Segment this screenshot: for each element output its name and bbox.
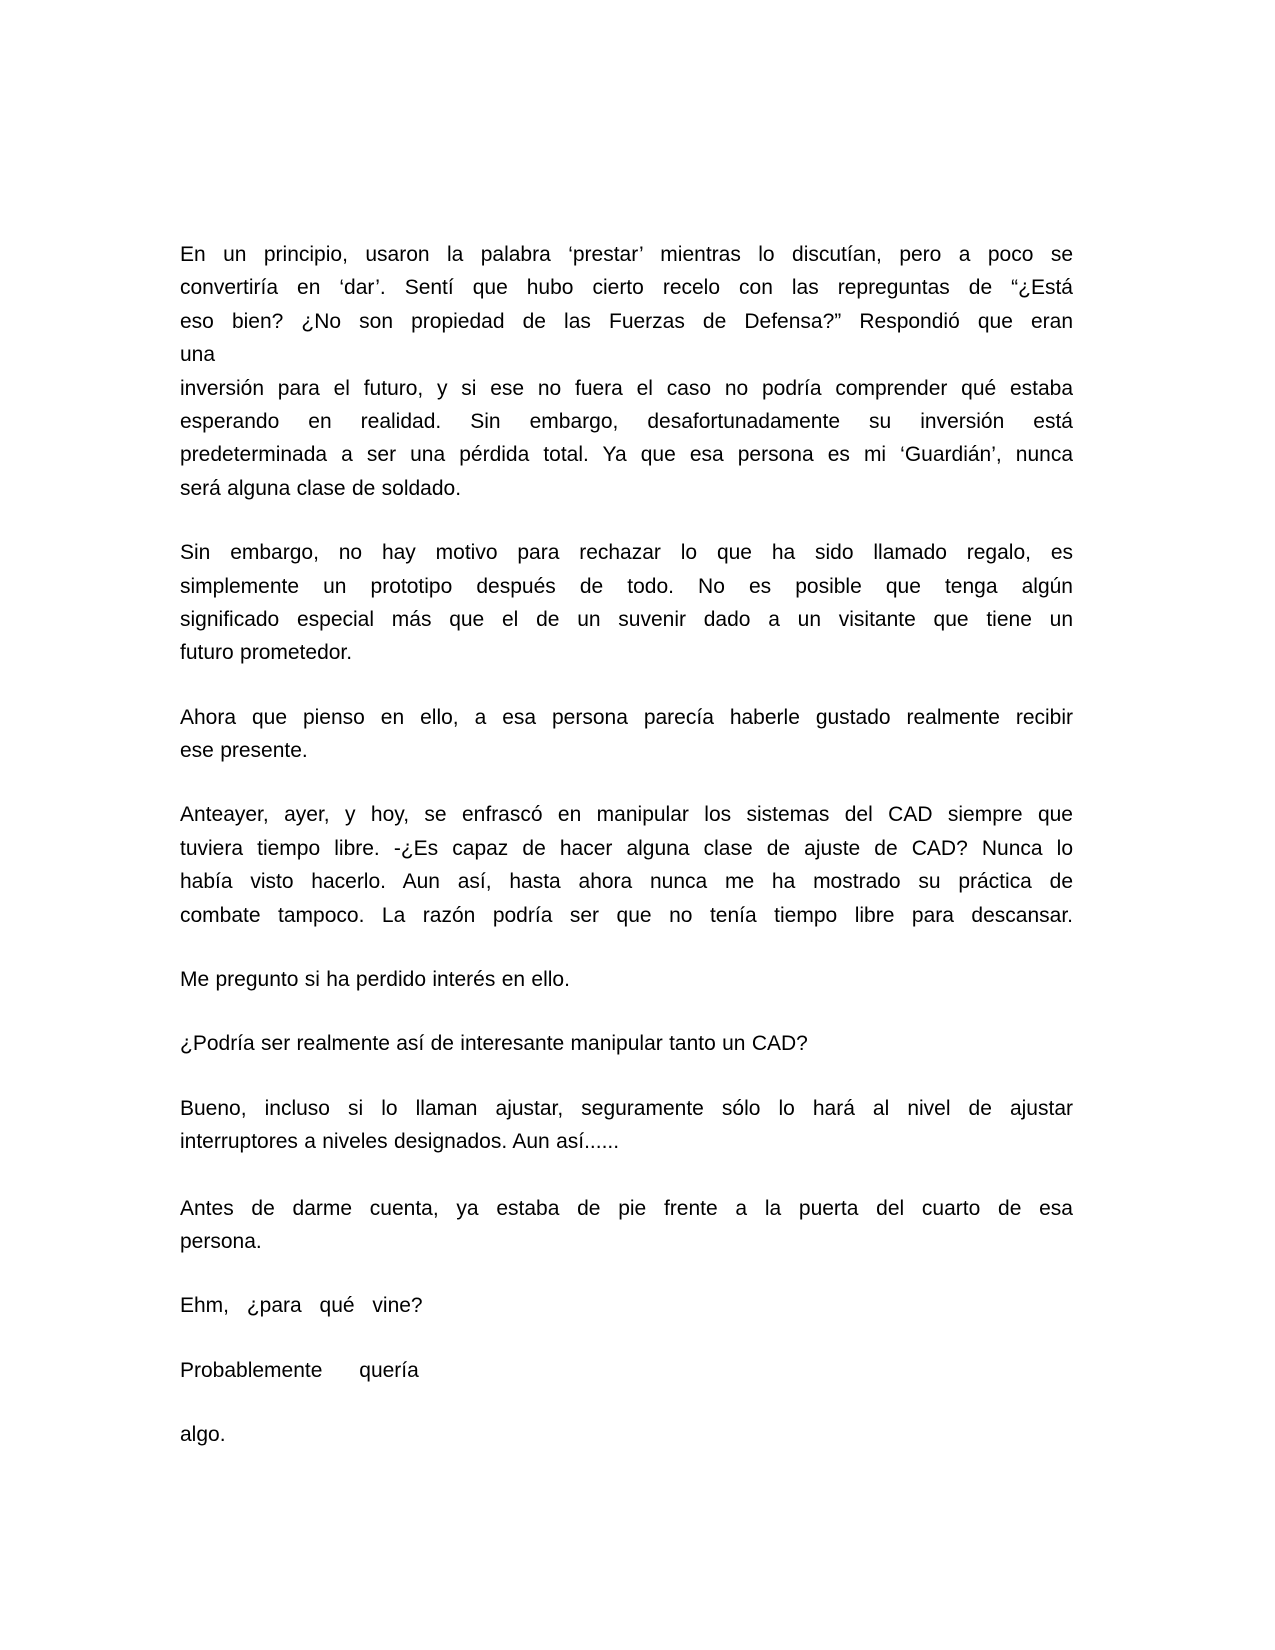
text-line: una bbox=[180, 343, 216, 367]
text-line: Ahora que pienso en ello, a esa persona parecía haberle gustado realmente recibir bbox=[180, 705, 1073, 729]
text-line: Probablemente quería bbox=[180, 1358, 419, 1382]
text-line: Bueno, incluso si lo llaman ajustar, seguramente sólo lo hará al nivel de ajustar bbox=[180, 1096, 1073, 1120]
paragraph bbox=[180, 963, 1073, 996]
text-line: inversión para el futuro, y si ese no fuera el caso no podría comprender qué estaba bbox=[180, 376, 1073, 400]
text-line: eso bien? ¿No son propiedad de las Fuerzas de Defensa?” Respondió que eran bbox=[180, 309, 1073, 333]
paragraph bbox=[180, 1354, 1073, 1387]
text-line: ¿Podría ser realmente así de interesante manipular tanto un CAD? bbox=[180, 1032, 808, 1056]
text-line: En un principio, usaron la palabra ‘prestar’ mientras lo discutían, pero a poco se bbox=[180, 243, 1073, 266]
text-line: significado especial más que el de un suvenir dado a un visitante que tiene un bbox=[180, 607, 1073, 631]
paragraph bbox=[180, 536, 1073, 670]
text-line: Sin embargo, no hay motivo para rechazar lo que ha sido llamado regalo, es bbox=[180, 541, 1073, 565]
text-line: tuviera tiempo libre. -¿Es capaz de hacer alguna clase de ajuste de CAD? Nunca lo bbox=[180, 836, 1073, 860]
text-line: será alguna clase de soldado. bbox=[180, 476, 462, 500]
text-line: Anteayer, ayer, y hoy, se enfrascó en manipular los sistemas del CAD siempre que bbox=[180, 803, 1073, 827]
text-line: había visto hacerlo. Aun así, hasta ahora nunca me ha mostrado su práctica de bbox=[180, 870, 1073, 894]
text-line: simplemente un prototipo después de todo. No es posible que tenga algún bbox=[180, 574, 1073, 598]
paragraph bbox=[180, 1418, 1073, 1451]
paragraph bbox=[180, 798, 1073, 932]
text-line: Ehm, ¿para qué vine? bbox=[180, 1294, 423, 1318]
text-line: futuro prometedor. bbox=[180, 641, 353, 665]
text-line: Me pregunto si ha perdido interés en ello. bbox=[180, 968, 570, 992]
text-line: predeterminada a ser una pérdida total. Ya que esa persona es mi ‘Guardián’, nunca bbox=[180, 443, 1073, 467]
text-line: interruptores a niveles designados. Aun así...... bbox=[180, 1130, 620, 1154]
text-line: combate tampoco. La razón podría ser que no tenía tiempo libre para descansar. bbox=[180, 903, 1073, 927]
text-line: Antes de darme cuenta, ya estaba de pie frente a la puerta del cuarto de esa bbox=[180, 1196, 1073, 1220]
paragraph bbox=[180, 1092, 1073, 1159]
text-line: ese presente. bbox=[180, 739, 308, 763]
paragraph bbox=[180, 1289, 1073, 1322]
paragraph bbox=[180, 238, 1073, 505]
paragraph bbox=[180, 1027, 1073, 1060]
paragraph bbox=[180, 1192, 1073, 1259]
text-line: algo. bbox=[180, 1423, 226, 1447]
text-line: esperando en realidad. Sin embargo, desafortunadamente su inversión está bbox=[180, 409, 1073, 433]
document-text bbox=[180, 238, 1073, 1483]
text-line: persona. bbox=[180, 1229, 262, 1253]
text-line: convertiría en ‘dar’. Sentí que hubo cierto recelo con las repreguntas de “¿Está bbox=[180, 276, 1073, 300]
paragraph bbox=[180, 701, 1073, 768]
